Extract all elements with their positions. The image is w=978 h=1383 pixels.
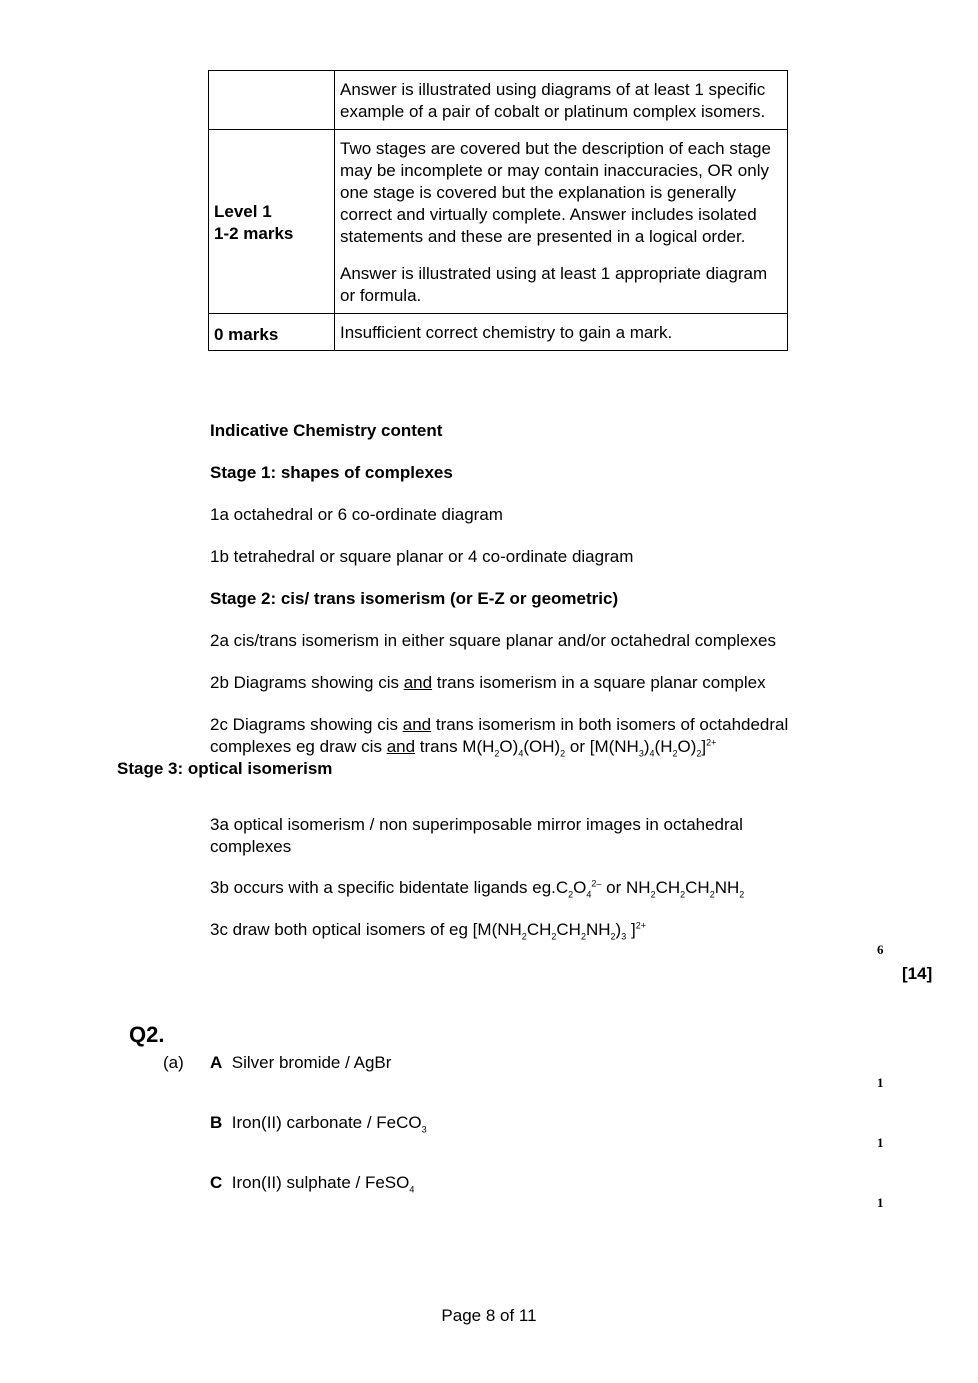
question-label: Q2.	[129, 1022, 165, 1047]
descriptor-cell	[335, 130, 788, 314]
mark-scheme-table	[208, 70, 788, 351]
level-cell: 0 marks	[209, 314, 335, 351]
answer-a-mark: 1	[877, 1075, 884, 1090]
stage3-point-c: 3c draw both optical isomers of eg [$M(NH_2CH_2CH_2NH_2)_3$ ]$^{2+}$	[210, 920, 646, 942]
stage1-point-b: 1b tetrahedral or square planar or 4 co-ordinate diagram	[210, 547, 634, 566]
descriptor-text: Answer is illustrated using at least 1 appropriate diagram or formula.	[340, 264, 768, 305]
stage3-point-b: 3b occurs with a specific bidentate ligands $eg.C_2O_4^{2-}$ or $NH_2CH_2CH_2NH_2$	[210, 878, 745, 900]
table-row	[209, 71, 788, 130]
q1-mark: 6	[877, 942, 884, 957]
stage2-title: Stage 2: cis/ trans isomerism (or E-Z or geometric)	[210, 589, 619, 608]
descriptor-text: Answer is illustrated using diagrams of at least 1 specific example of a pair of cobalt or platinum complex isomers.	[340, 80, 766, 121]
stage2-point-a: 2a cis/trans isomerism in either square planar and/or octahedral complexes	[210, 631, 776, 650]
descriptor-cell	[335, 314, 788, 351]
table-row	[209, 314, 788, 351]
stage3-title: Stage 3: optical isomerism	[117, 759, 333, 778]
stage2-point-c: 2c Diagrams showing cis and trans isomerism in both isomers of octahdedral complexes eg draw cis and trans $M(H_2O)_4(OH)_2$ or $[M(NH_3)_4(H_2O)_2]^{2+}$	[210, 715, 789, 759]
table-row	[209, 130, 788, 314]
level-cell	[209, 71, 335, 130]
answer-c: C Iron(II) sulphate / FeSO$_4$	[210, 1173, 415, 1195]
answer-b: B Iron(II) carbonate / FeCO$_3$	[210, 1113, 427, 1135]
stage3-point-a: 3a optical isomerism / non superimposable mirror images in octahedral complexes	[210, 815, 743, 856]
level-cell	[209, 130, 335, 314]
descriptor-text: Insufficient correct chemistry to gain a mark.	[340, 323, 673, 342]
level-marks: 1-2 marks	[214, 223, 294, 243]
descriptor-text: Two stages are covered but the description of each stage may be incomplete or may contain inaccuracies, OR only one stage is covered but the explanation is generally correct and virtually complete. Answer includes isolated statements and these are presented in a logical order.	[340, 139, 771, 246]
page-footer: Page 8 of 11	[441, 1306, 537, 1325]
stage1-title: Stage 1: shapes of complexes	[210, 463, 453, 482]
q1-total: [14]	[902, 964, 933, 983]
part-label: (a)	[163, 1053, 184, 1072]
stage1-point-a: 1a octahedral or 6 co-ordinate diagram	[210, 505, 503, 524]
answer-b-mark: 1	[877, 1135, 884, 1150]
descriptor-cell	[335, 71, 788, 130]
answer-c-mark: 1	[877, 1195, 884, 1210]
indicative-heading: Indicative Chemistry content	[210, 421, 443, 440]
stage2-point-b: 2b Diagrams showing cis and trans isomerism in a square planar complex	[210, 673, 766, 692]
level-label: Level 1	[214, 201, 272, 221]
answer-a: A Silver bromide / AgBr	[210, 1053, 392, 1072]
